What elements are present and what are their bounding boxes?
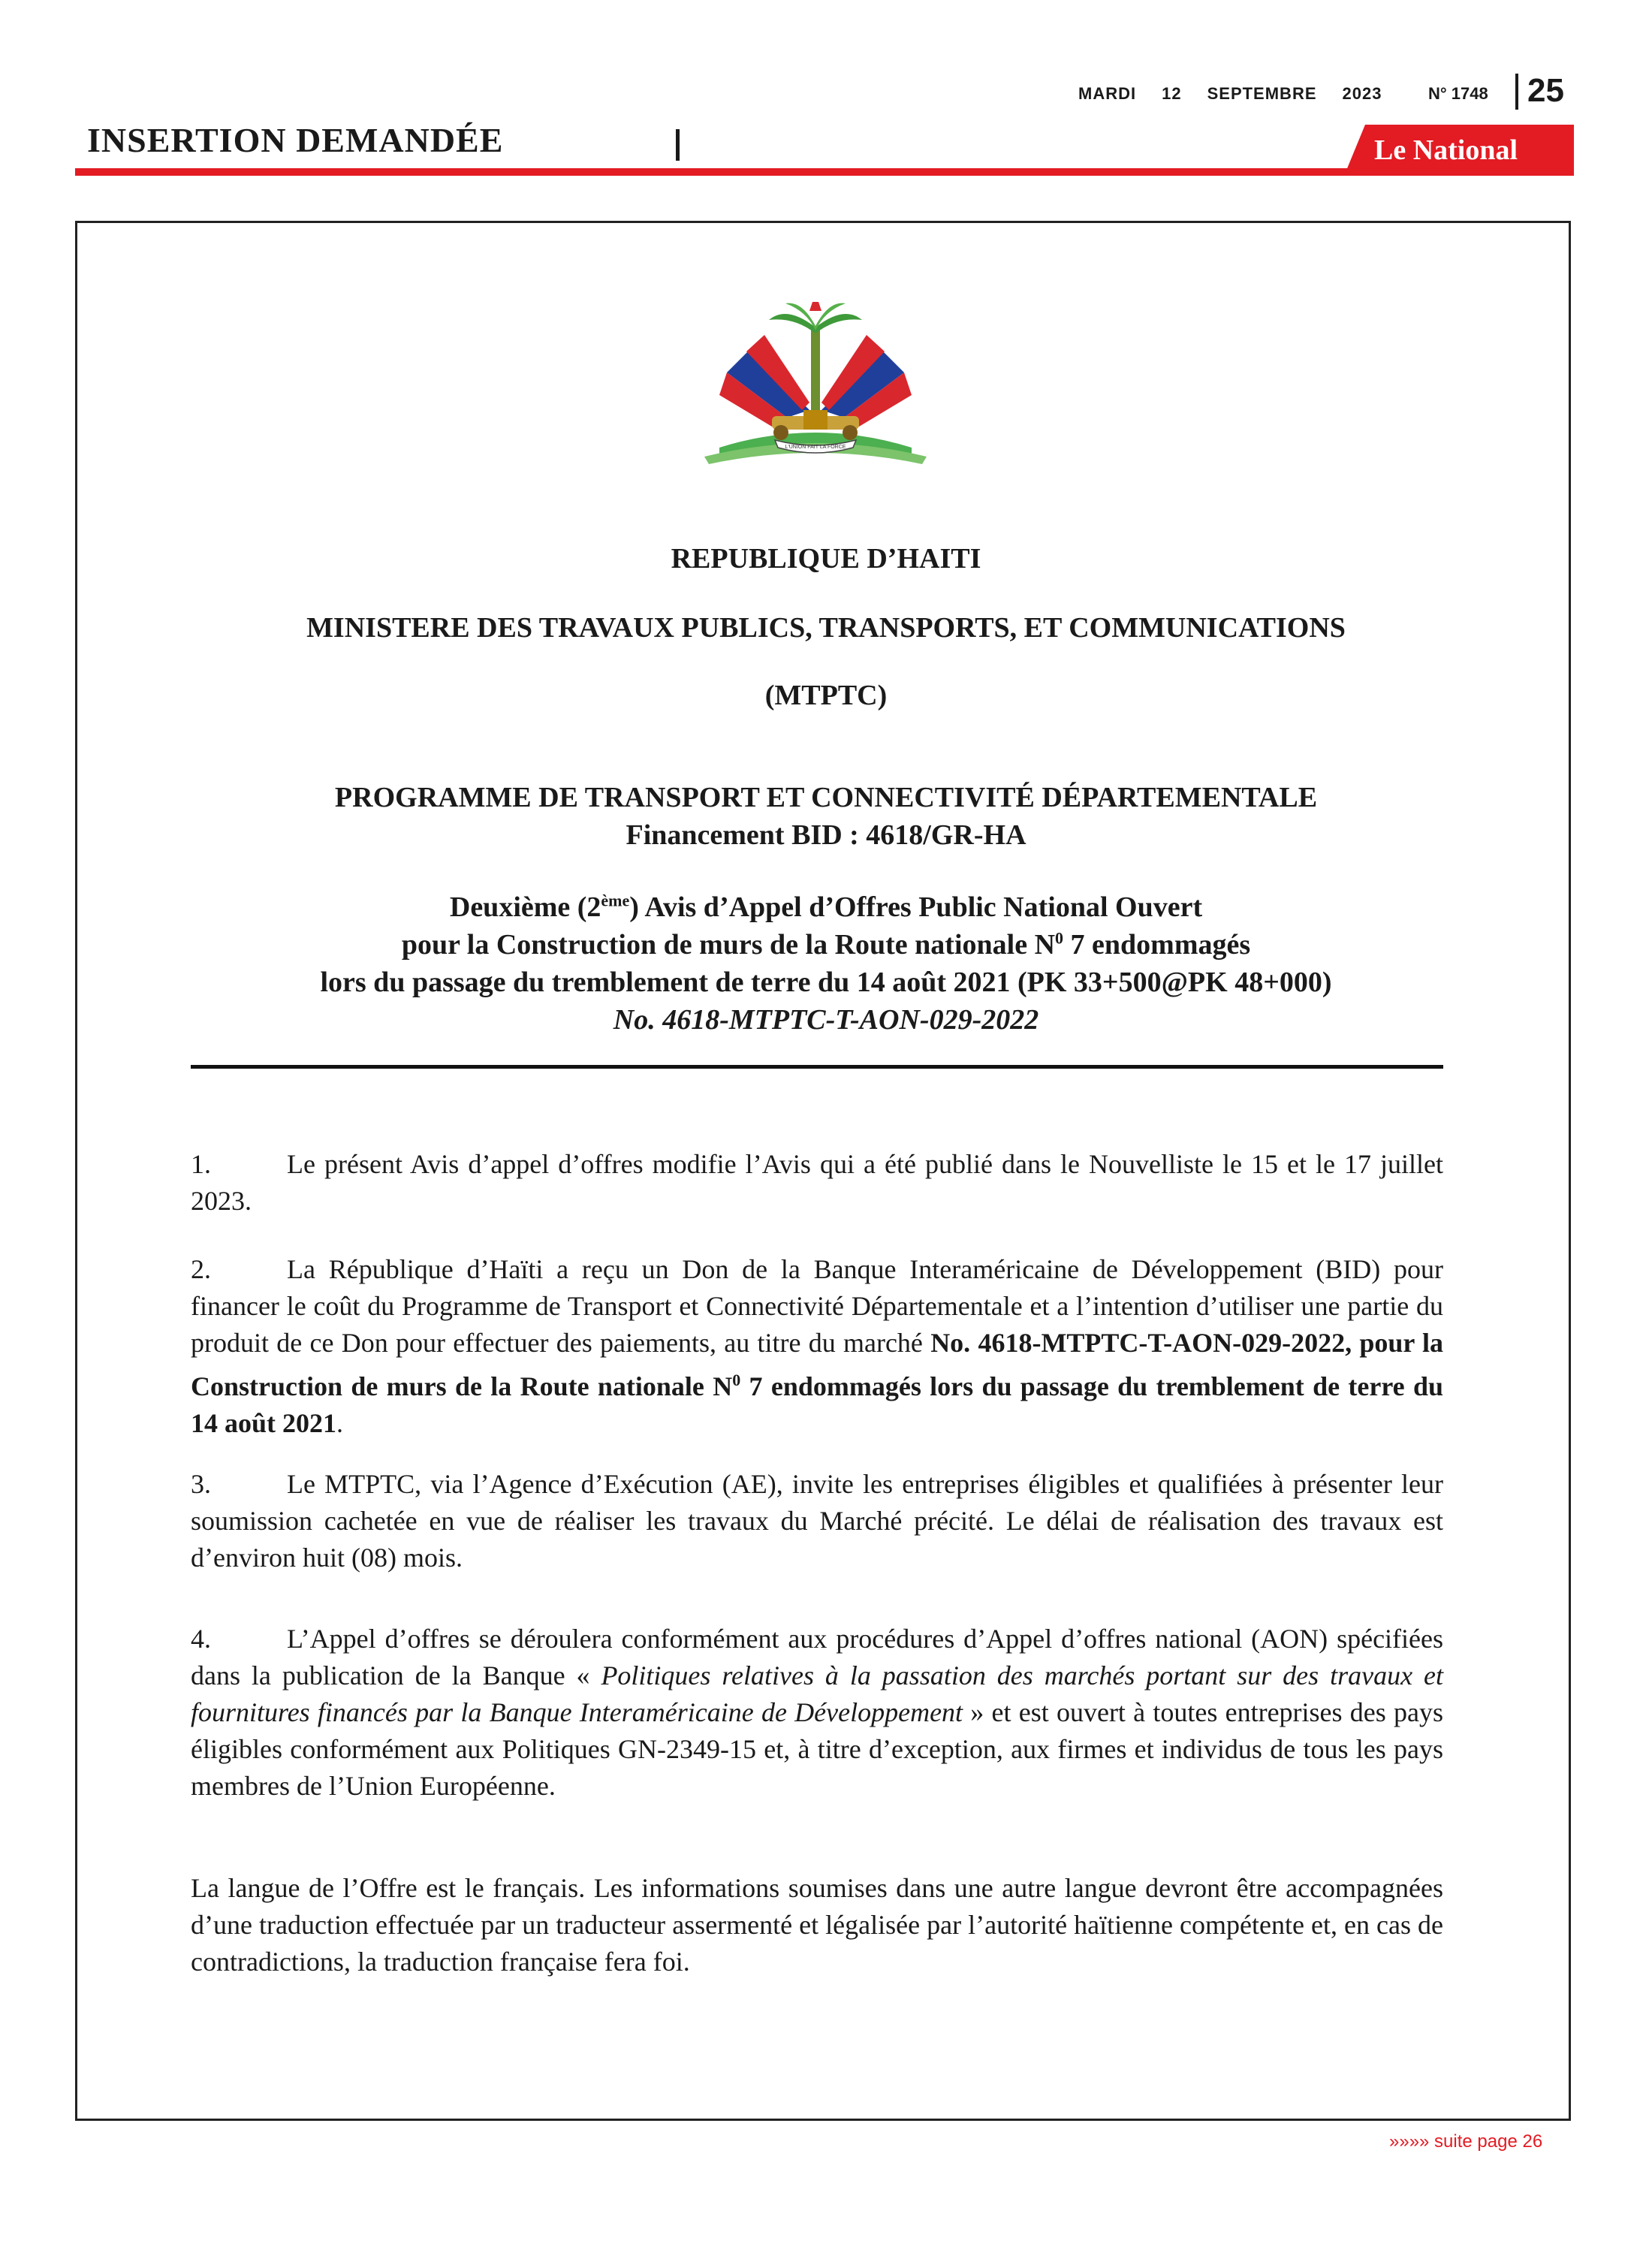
financing-line: Financement BID : 4618/GR-HA bbox=[626, 819, 1026, 851]
issue-year: 2023 bbox=[1342, 84, 1382, 103]
continued-link[interactable]: »»»» suite page 26 bbox=[1389, 2131, 1543, 2152]
section-title-divider bbox=[676, 129, 680, 161]
paragraph-4: 4. L’Appel d’offres se déroulera conformément aux procédures d’Appel d’offres national (AON) spécifiées dans la publication de la Banque « Politiques relatives à la passation des marchés portant sur des travaux et fournitures financés par la Banque Interaméricaine de Développement » et est ouvert à toutes entreprises des pays éligibles conformément aux Politiques GN-2349-15 et, à titre d’exception, aux firmes et individus de tous les pays membres de l’Union Européenne. bbox=[191, 1621, 1443, 1805]
newspaper-name: Le National bbox=[1374, 134, 1518, 166]
issue-date-number: 12 bbox=[1162, 84, 1182, 103]
issue-date bbox=[1078, 84, 1407, 104]
coat-of-arms-icon bbox=[697, 297, 934, 466]
page-number: 25 bbox=[1527, 72, 1564, 109]
paragraph-language: La langue de l’Offre est le français. Les informations soumises dans une autre langue devront être accompagnées d’une traduction effectuée par un traducteur assermenté et légalisée par l’autorité haïtienne compétente et, en cas de contradictions, la traduction française fera foi. bbox=[191, 1873, 1443, 1977]
page-number-divider bbox=[1515, 74, 1518, 110]
program-title: PROGRAMME DE TRANSPORT ET CONNECTIVITÉ DÉPARTEMENTALE bbox=[334, 782, 1318, 813]
issue-day: MARDI bbox=[1078, 84, 1137, 103]
notice-title-line1: Deuxième (2ème) Avis d’Appel d’Offres Public National Ouvert bbox=[449, 891, 1203, 923]
paragraph-1: 1. Le présent Avis d’appel d’offres modifie l’Avis qui a été publié dans le Nouvelliste le 15 et le 17 juillet 2023. bbox=[191, 1146, 1443, 1220]
paragraph-3: 3. Le MTPTC, via l’Agence d’Exécution (AE), invite les entreprises éligibles et qualifiées à présenter leur soumission cachetée en vue de réaliser les travaux du Marché précité. Le délai de réalisation des travaux est d’environ huit (08) mois. bbox=[191, 1466, 1443, 1576]
paragraph-number: 4. bbox=[191, 1624, 211, 1654]
svg-text:L'UNION FAIT LA FORCE: L'UNION FAIT LA FORCE bbox=[785, 445, 846, 450]
ministry-abbreviation: (MTPTC) bbox=[764, 680, 888, 711]
notice-reference: No. 4618-MTPTC-T-AON-029-2022 bbox=[613, 1004, 1039, 1036]
country-name: REPUBLIQUE D’HAITI bbox=[671, 543, 981, 575]
paragraph-2: 2. La République d’Haïti a reçu un Don de la Banque Interaméricaine de Développement (BID) pour financer le coût du Programme de Transport et Connectivité Départementale et a l’intention d’utiliser une partie du produit de ce Don pour effectuer des paiements, au titre du marché No. 4618-MTPTC-T-AON-029-2022, pour la Construction de murs de la Route nationale $N^0$ 7 endommagés lors du passage du tremblement de terre du 14 août 2021. bbox=[191, 1251, 1443, 1442]
section-title: INSERTION DEMANDÉE bbox=[87, 121, 504, 159]
paragraph-number: 3. bbox=[191, 1469, 211, 1499]
ministry-name: MINISTERE DES TRAVAUX PUBLICS, TRANSPORTS, ET COMMUNICATIONS bbox=[306, 612, 1346, 644]
notice-title-line2: pour la Construction de murs de la Route nationale $N^0$ 7 endommagés bbox=[401, 928, 1251, 961]
notice-title-line3: lors du passage du tremblement de terre du 14 août 2021 (PK 33+500@PK 48+000) bbox=[320, 967, 1332, 998]
paragraph-number: 1. bbox=[191, 1149, 211, 1179]
issue-month: SEPTEMBRE bbox=[1207, 84, 1317, 103]
issue-number: N° 1748 bbox=[1428, 84, 1488, 103]
title-rule bbox=[191, 1065, 1443, 1069]
paragraph-number: 2. bbox=[191, 1254, 211, 1284]
